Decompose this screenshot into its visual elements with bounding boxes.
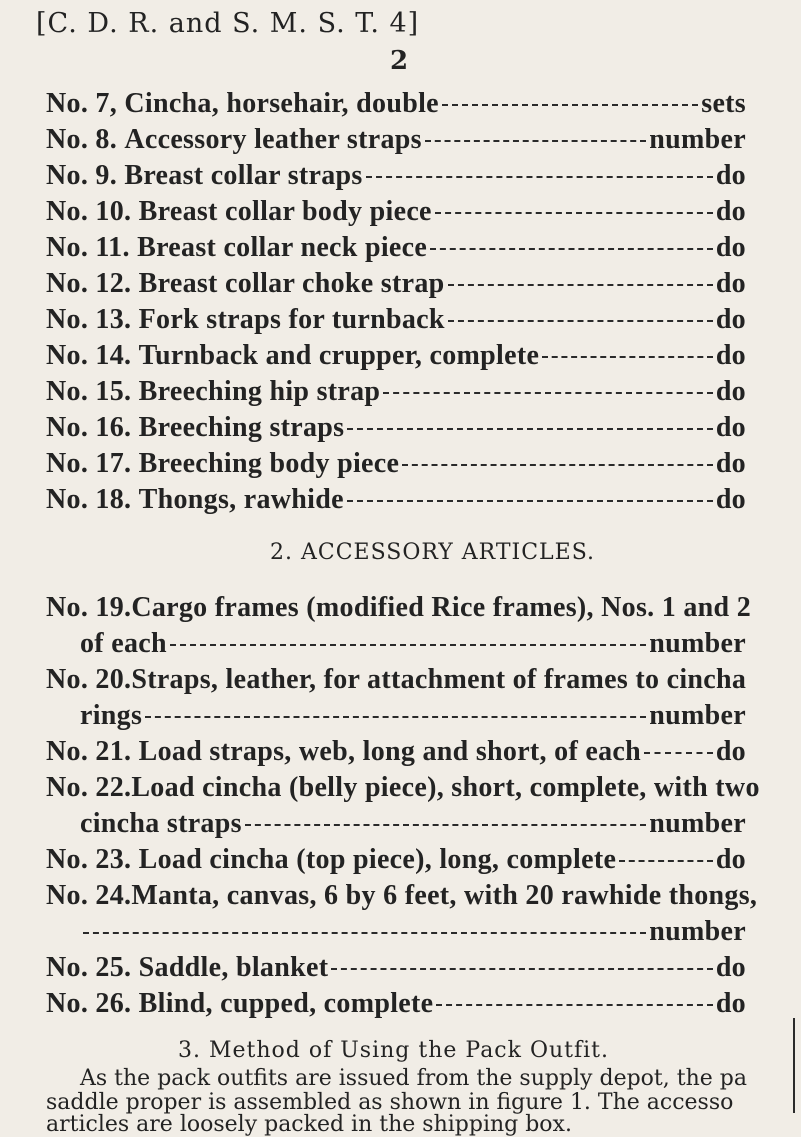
paragraph-line: saddle proper is assembled as shown in figure 1. The accesso: [46, 1090, 734, 1115]
item-text: Breeching body piece: [138, 448, 400, 479]
item-text: Saddle, blanket: [138, 952, 329, 983]
item-unit: number: [649, 700, 746, 731]
dot-leader: [383, 392, 713, 394]
item-unit: number: [649, 124, 746, 155]
item-text: Breeching hip strap: [138, 376, 381, 407]
page-header-reference: [C. D. R. and S. M. S. T. 4]: [36, 8, 420, 39]
list-item: No. 22. Load cincha (belly piece), short, complete, with two: [46, 772, 760, 803]
list-item-continuation: [80, 916, 746, 952]
item-text: Breast collar body piece: [138, 196, 432, 227]
item-unit: do: [715, 160, 746, 191]
item-unit: do: [715, 304, 746, 335]
dot-leader: [442, 104, 698, 106]
item-unit: do: [715, 952, 746, 983]
item-text: Breast collar neck piece: [137, 232, 428, 263]
dot-leader: [542, 356, 713, 358]
list-item-continuation: rings number: [80, 700, 746, 731]
item-unit: number: [649, 808, 746, 839]
page-number: 2: [390, 46, 409, 76]
dot-leader: [425, 140, 646, 142]
paragraph-line: articles are loosely packed in the shipping box.: [46, 1112, 572, 1137]
list-item: No. 20. Straps, leather, for attachment of frames to cincha: [46, 664, 747, 695]
list-item-continuation: of each number: [80, 628, 746, 659]
item-text: Cincha, horsehair, double: [124, 88, 439, 119]
item-unit: do: [715, 484, 746, 515]
item-unit: do: [715, 412, 746, 443]
list-item: No. 9. Breast collar straps do: [46, 160, 746, 191]
item-unit: do: [715, 196, 746, 227]
item-text: Breast collar straps: [124, 160, 363, 191]
dot-leader: [448, 284, 713, 286]
list-item: No. 18. Thongs, rawhide do: [46, 484, 746, 515]
item-text: Load straps, web, long and short, of each: [138, 736, 641, 767]
item-unit: do: [715, 844, 746, 875]
dot-leader: [245, 824, 647, 826]
dot-leader: [145, 716, 646, 718]
dot-leader: [170, 644, 646, 646]
list-item: No. 7, Cincha, horsehair, double sets: [46, 88, 746, 119]
item-text: Breeching straps: [138, 412, 345, 443]
item-unit: do: [715, 376, 746, 407]
dot-leader: [347, 500, 713, 502]
section-heading: 2. ACCESSORY ARTICLES.: [270, 540, 596, 565]
item-text: Cargo frames (modified Rice frames), Nos. 1 and 2: [131, 592, 752, 623]
list-item: No. 26. Blind, cupped, complete do: [46, 988, 746, 1019]
dot-leader: [644, 752, 713, 754]
item-text: Breast collar choke strap: [138, 268, 445, 299]
item-unit: do: [715, 232, 746, 263]
item-unit: sets: [701, 88, 746, 119]
list-item: No. 23. Load cincha (top piece), long, complete do: [46, 844, 746, 875]
list-item: No. 11. Breast collar neck piece do: [46, 232, 746, 263]
list-item: No. 15. Breeching hip strap do: [46, 376, 746, 407]
page-edge-rule: [793, 1018, 795, 1113]
list-item: No. 12. Breast collar choke strap do: [46, 268, 746, 299]
list-item: No. 16. Breeching straps do: [46, 412, 746, 443]
item-text: Manta, canvas, 6 by 6 feet, with 20 rawhide thongs,: [131, 880, 758, 911]
paragraph-line: As the pack outfits are issued from the supply depot, the pa: [80, 1066, 747, 1091]
dot-leader: [331, 968, 713, 970]
item-unit: do: [715, 448, 746, 479]
item-text: Load cincha (belly piece), short, complete, with two: [131, 772, 760, 803]
list-item-continuation: cincha straps number: [80, 808, 746, 839]
dot-leader: [347, 428, 712, 430]
item-unit: number: [649, 916, 746, 947]
dot-leader: [366, 176, 713, 178]
item-unit: do: [715, 340, 746, 371]
item-text: Straps, leather, for attachment of frames to cincha: [131, 664, 747, 695]
dot-leader: [436, 1004, 712, 1006]
dot-leader: [619, 860, 713, 862]
list-item: No. 10. Breast collar body piece do: [46, 196, 746, 227]
dot-leader: [448, 320, 713, 322]
item-text: Load cincha (top piece), long, complete: [138, 844, 617, 875]
list-item: No. 25. Saddle, blanket do: [46, 952, 746, 983]
item-text: Turnback and crupper, complete: [138, 340, 540, 371]
dot-leader: [435, 212, 713, 214]
section-heading: 3. Method of Using the Pack Outfit.: [178, 1038, 610, 1063]
item-unit: do: [715, 736, 746, 767]
item-text: Accessory leather straps: [124, 124, 422, 155]
item-unit: number: [649, 628, 746, 659]
item-unit: do: [715, 988, 746, 1019]
item-unit: do: [715, 268, 746, 299]
dot-leader: [83, 932, 646, 934]
dot-leader: [430, 248, 713, 250]
item-text: Thongs, rawhide: [138, 484, 344, 515]
dot-leader: [402, 464, 713, 466]
list-item: No. 19. Cargo frames (modified Rice frames), Nos. 1 and 2: [46, 592, 752, 623]
list-item: No. 14. Turnback and crupper, complete do: [46, 340, 746, 371]
list-item: No. 8. Accessory leather straps number: [46, 124, 746, 155]
list-item: No. 21. Load straps, web, long and short, of each do: [46, 736, 746, 767]
list-item: No. 17. Breeching body piece do: [46, 448, 746, 479]
list-item: No. 24. Manta, canvas, 6 by 6 feet, with 20 rawhide thongs,: [46, 880, 758, 911]
list-item: No. 13. Fork straps for turnback do: [46, 304, 746, 335]
item-text: Fork straps for turnback: [138, 304, 445, 335]
item-text: Blind, cupped, complete: [138, 988, 434, 1019]
